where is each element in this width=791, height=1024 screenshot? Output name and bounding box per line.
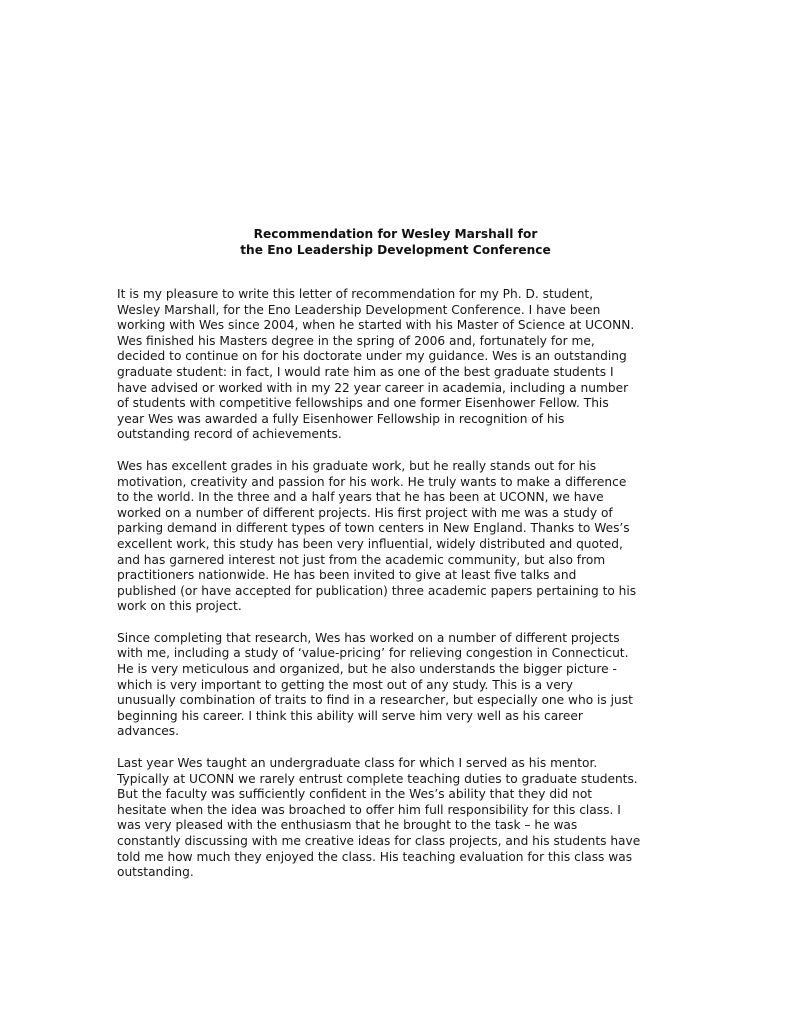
text-line: Typically at UCONN we rarely entrust complete teaching duties to graduate students. [117, 771, 638, 786]
paragraph-2 [117, 459, 687, 615]
paragraph-4 [117, 756, 687, 881]
text-line: outstanding. [117, 865, 194, 880]
text-line: Last year Wes taught an undergraduate class for which I served as his mentor. [117, 756, 598, 771]
text-line: with me, including a study of ‘value-pricing’ for relieving congestion in Connecticut. [117, 646, 629, 661]
text-line: and has garnered interest not just from the academic community, but also from [117, 552, 606, 567]
text-line: work on this project. [117, 599, 242, 614]
title-line-1: Recommendation for Wesley Marshall for [253, 227, 538, 241]
text-line: It is my pleasure to write this letter of recommendation for my Ph. D. student, [117, 287, 594, 301]
title-line-2: the Eno Leadership Development Conference [240, 243, 551, 257]
text-line: constantly discussing with me creative ideas for class projects, and his students have [117, 834, 641, 848]
text-line: beginning his career. I think this ability will serve him very well as his career [117, 708, 583, 723]
text-line: parking demand in different types of town centers in New England. Thanks to Wes’s [117, 521, 630, 536]
paragraph-3 [117, 631, 687, 740]
text-line: Wes has excellent grades in his graduate work, but he really stands out for his [117, 458, 597, 473]
text-line: have advised or worked with in my 22 year career in academia, including a number [117, 380, 629, 395]
text-line: But the faculty was sufficiently confident in the Wes’s ability that they did not [117, 787, 593, 802]
text-line: Since completing that research, Wes has worked on a number of different projects [117, 630, 620, 645]
text-line: outstanding record of achievements. [117, 427, 342, 442]
letter-body [117, 287, 687, 897]
text-line: of students with competitive fellowships and one former Eisenhower Fellow. This [117, 396, 609, 411]
text-line: advances. [117, 724, 180, 739]
text-line: hesitate when the idea was broached to offer him full responsibility for this class. I [117, 802, 621, 817]
text-line: practitioners nationwide. He has been invited to give at least five talks and [117, 568, 577, 583]
text-line: decided to continue on for his doctorate under my guidance. Wes is an outstanding [117, 349, 627, 364]
text-line: which is very important to getting the most out of any study. This is a very [117, 677, 573, 692]
paragraph-1 [117, 287, 687, 443]
text-line: unusually combination of traits to find in a researcher, but especially one who is just [117, 693, 633, 708]
text-line: He is very meticulous and organized, but he also understands the bigger picture - [117, 662, 617, 677]
text-line: worked on a number of different projects. His first project with me was a study of [117, 505, 613, 520]
text-line: excellent work, this study has been very influential, widely distributed and quoted, [117, 536, 623, 551]
text-line: Wesley Marshall, for the Eno Leadership Development Conference. I have been [117, 302, 601, 317]
text-line: year Wes was awarded a fully Eisenhower Fellowship in recognition of his [117, 411, 565, 426]
text-line: Wes finished his Masters degree in the spring of 2006 and, fortunately for me, [117, 333, 595, 348]
letter-title [0, 226, 791, 258]
text-line: told me how much they enjoyed the class. His teaching evaluation for this class was [117, 849, 633, 864]
text-line: motivation, creativity and passion for his work. He truly wants to make a difference [117, 474, 627, 489]
text-line: was very pleased with the enthusiasm that he brought to the task – he was [117, 818, 578, 833]
text-line: published (or have accepted for publication) three academic papers pertaining to his [117, 583, 637, 598]
text-line: working with Wes since 2004, when he started with his Master of Science at UCONN. [117, 318, 635, 333]
text-line: to the world. In the three and a half years that he has been at UCONN, we have [117, 490, 604, 505]
text-line: graduate student: in fact, I would rate him as one of the best graduate students I [117, 364, 614, 379]
